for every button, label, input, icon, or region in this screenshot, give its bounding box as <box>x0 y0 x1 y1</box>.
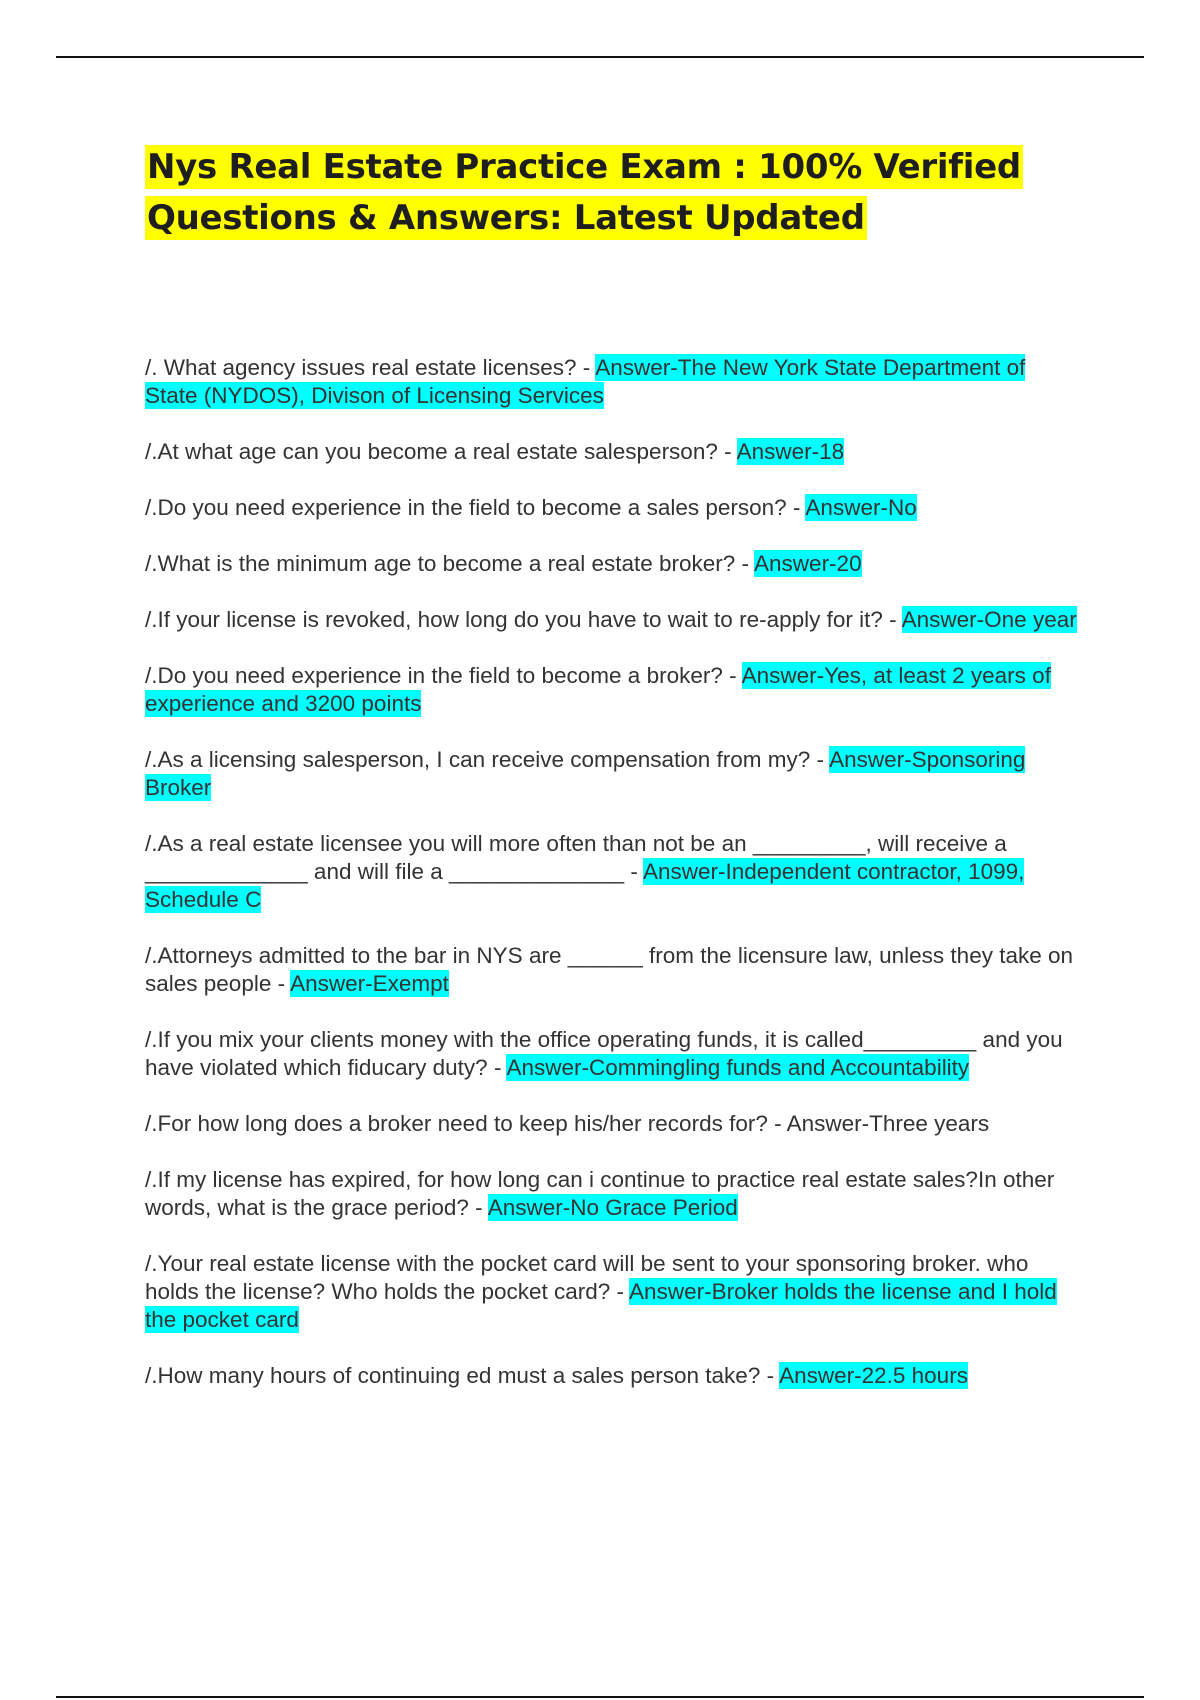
answer-text: Answer-18 <box>736 439 845 464</box>
answer-text: Answer-One year <box>901 607 1077 632</box>
answer-text: Answer-No Grace Period <box>487 1195 738 1220</box>
answer-text: Answer-Exempt <box>290 971 449 996</box>
qa-item <box>145 494 1080 522</box>
question-text: /.What is the minimum age to become a real estate broker? - <box>145 551 755 576</box>
question-text: /.How many hours of continuing ed must a sales person take? - <box>145 1363 780 1388</box>
question-text: /.If my license has expired, for how long can i continue to practice real estate sales?In other words, what is the grace period? - <box>145 1167 1055 1220</box>
qa-item <box>145 1110 1080 1138</box>
document-title <box>145 142 1105 244</box>
qa-item <box>145 662 1080 718</box>
qa-item <box>145 942 1080 998</box>
answer-text: Answer-Commingling funds and Accountability <box>506 1055 970 1080</box>
answer-text: Answer-The New York State Department of State (NYDOS), Divison of Licensing Services <box>145 355 1026 408</box>
answer-text: Answer-Sponsoring Broker <box>145 747 1026 800</box>
answer-text: Answer-Broker holds the license and I hold the pocket card <box>145 1279 1057 1332</box>
answer-text: Answer-Three years <box>786 1111 990 1136</box>
qa-item <box>145 1026 1080 1082</box>
question-text: /.As a licensing salesperson, I can receive compensation from my? - <box>145 747 830 772</box>
question-text: /.Attorneys admitted to the bar in NYS are ______ from the licensure law, unless they take on sales people - <box>145 943 1074 996</box>
bottom-rule <box>56 1696 1144 1698</box>
answer-text: Answer-20 <box>754 551 862 576</box>
qa-item <box>145 550 1080 578</box>
qa-item <box>145 746 1080 802</box>
answer-text: Answer-No <box>805 495 917 520</box>
document-title-text: Nys Real Estate Practice Exam : 100% Verified Questions & Answers: Latest Updated <box>147 147 1021 238</box>
question-text: /.At what age can you become a real estate salesperson? - <box>145 439 737 464</box>
top-rule <box>56 56 1144 58</box>
qa-item <box>145 830 1080 914</box>
qa-item <box>145 354 1080 410</box>
question-text: /.If your license is revoked, how long do you have to wait to re-apply for it? - <box>145 607 902 632</box>
question-text: /.As a real estate licensee you will more often than not be an _________, will receive a _____________ and will file a ______________ - <box>145 831 1007 884</box>
question-text: /.Your real estate license with the pocket card will be sent to your sponsoring broker. who holds the license? Who holds the pocket card? - <box>145 1251 1029 1304</box>
qa-item <box>145 606 1080 634</box>
question-text: /. What agency issues real estate licenses? - <box>145 355 596 380</box>
answer-text: Answer-Yes, at least 2 years of experience and 3200 points <box>145 663 1051 716</box>
qa-item <box>145 1362 1080 1390</box>
qa-list <box>145 354 1080 1418</box>
answer-text: Answer-22.5 hours <box>779 1363 968 1388</box>
question-text: /.Do you need experience in the field to become a sales person? - <box>145 495 806 520</box>
question-text: /.For how long does a broker need to keep his/her records for? - <box>145 1111 787 1136</box>
qa-item <box>145 1250 1080 1334</box>
qa-item <box>145 1166 1080 1222</box>
question-text: /.Do you need experience in the field to become a broker? - <box>145 663 742 688</box>
answer-text: Answer-Independent contractor, 1099, Schedule C <box>145 859 1025 912</box>
question-text: /.If you mix your clients money with the office operating funds, it is called_________ and you have violated which fiducary duty? - <box>145 1027 1063 1080</box>
qa-item <box>145 438 1080 466</box>
